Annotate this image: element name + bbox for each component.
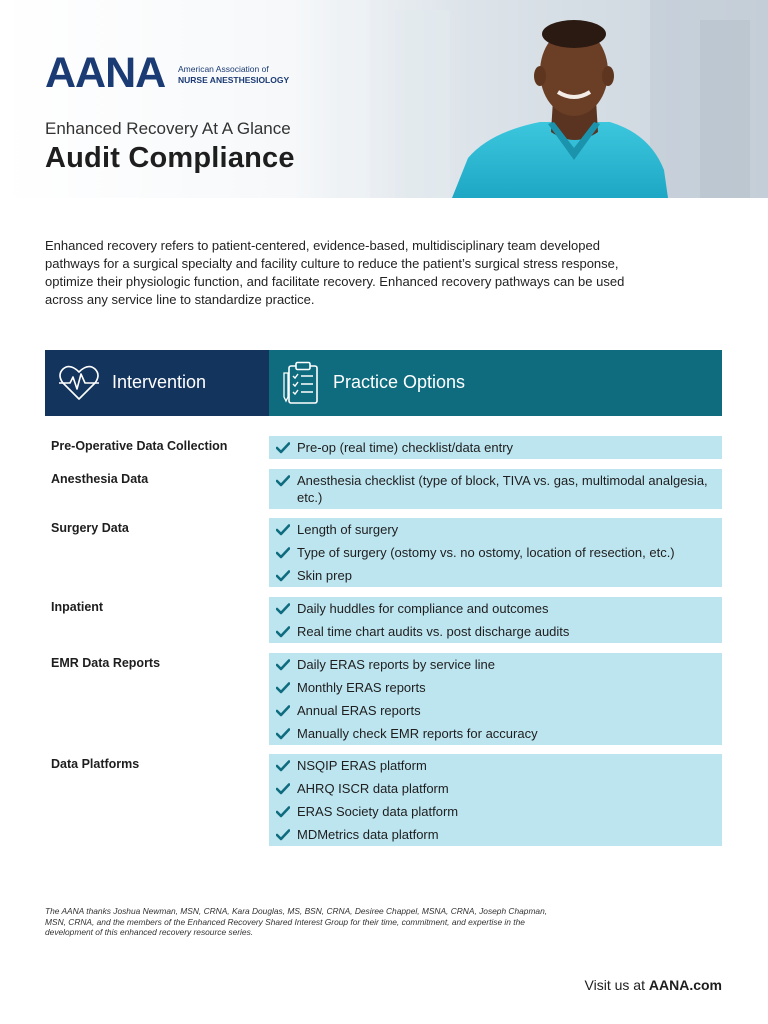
row-label: Data Platforms: [51, 757, 140, 771]
check-icon: [276, 603, 290, 615]
check-icon: [276, 475, 290, 487]
intro-paragraph: Enhanced recovery refers to patient-centered, evidence-based, multidisciplinary team developed pathways for a surgical specialty and facility culture to reduce the patient’s surgical stress response, optimize their physiologic function, and facilitate recovery. Enhanced recovery pathways can be used across any service line to standardize practice.: [45, 238, 625, 307]
logo-org-line1: American Association of: [178, 64, 269, 74]
option-text: Pre-op (real time) checklist/data entry: [297, 440, 514, 455]
check-icon: [276, 524, 290, 536]
practice-options-cell: [269, 754, 722, 846]
check-icon: [276, 442, 290, 454]
visit-prefix: Visit us at: [584, 977, 645, 993]
option-text: AHRQ ISCR data platform: [297, 781, 449, 796]
option-text: Length of surgery: [297, 522, 399, 537]
clipboard-checklist-icon: [281, 361, 321, 405]
option-text: Real time chart audits vs. post discharge audits: [297, 624, 570, 639]
table-header: [45, 350, 722, 416]
option-text: Daily ERAS reports by service line: [297, 657, 495, 672]
option-text: ERAS Society data platform: [297, 804, 459, 819]
credits-note: The AANA thanks Joshua Newman, MSN, CRNA, Kara Douglas, MS, BSN, CRNA, Desiree Chappel, MSNA, CRNA, Joseph Chapman, MSN, CRNA, and the members of the Enhanced Recovery Shared Interest Group for their time, commitment, and expertise in the development of this enhanced recovery resource series.: [45, 906, 548, 937]
heart-pulse-icon: [58, 364, 100, 402]
option-text: Skin prep: [297, 568, 352, 583]
check-icon: [276, 547, 290, 559]
check-icon: [276, 829, 290, 841]
check-icon: [276, 728, 290, 740]
check-icon: [276, 806, 290, 818]
check-icon: [276, 783, 290, 795]
practice-options-cell: [269, 597, 722, 643]
check-icon: [276, 682, 290, 694]
row-label: Pre-Operative Data Collection: [51, 439, 228, 453]
check-icon: [276, 705, 290, 717]
row-label: EMR Data Reports: [51, 656, 161, 670]
practice-options-cell: [269, 518, 722, 587]
check-icon: [276, 760, 290, 772]
intervention-header-label: Intervention: [112, 372, 207, 392]
intervention-header-cell: [45, 350, 269, 416]
practice-options-cell: [269, 653, 722, 745]
option-text: Manually check EMR reports for accuracy: [297, 726, 538, 741]
check-icon: [276, 570, 290, 582]
option-text: MDMetrics data platform: [297, 827, 439, 842]
practice-options-header-label: Practice Options: [333, 372, 466, 392]
logo-wordmark: AANA: [45, 49, 166, 97]
row-label: Anesthesia Data: [51, 472, 149, 486]
practice-options-header-cell: [269, 350, 722, 416]
option-text: Anesthesia checklist (type of block, TIVA vs. gas, multimodal analgesia, etc.): [297, 473, 708, 505]
row-label: Surgery Data: [51, 521, 129, 535]
option-text: Annual ERAS reports: [297, 703, 421, 718]
practice-options-cell: [269, 469, 722, 509]
logo-org-line2: NURSE ANESTHESIOLOGY: [178, 75, 290, 85]
row-label: Inpatient: [51, 600, 104, 614]
practice-options-cell: [269, 436, 722, 459]
check-icon: [276, 659, 290, 671]
option-text: NSQIP ERAS platform: [297, 758, 427, 773]
check-icon: [276, 626, 290, 638]
website-link[interactable]: AANA.com: [648, 977, 722, 993]
option-text: Type of surgery (ostomy vs. no ostomy, location of resection, etc.): [297, 545, 675, 560]
option-text: Monthly ERAS reports: [297, 680, 426, 695]
page-subtitle: Enhanced Recovery At A Glance: [45, 119, 291, 138]
page-title: Audit Compliance: [45, 142, 295, 174]
visit-website: [585, 977, 722, 993]
option-text: Daily huddles for compliance and outcomes: [297, 601, 549, 616]
